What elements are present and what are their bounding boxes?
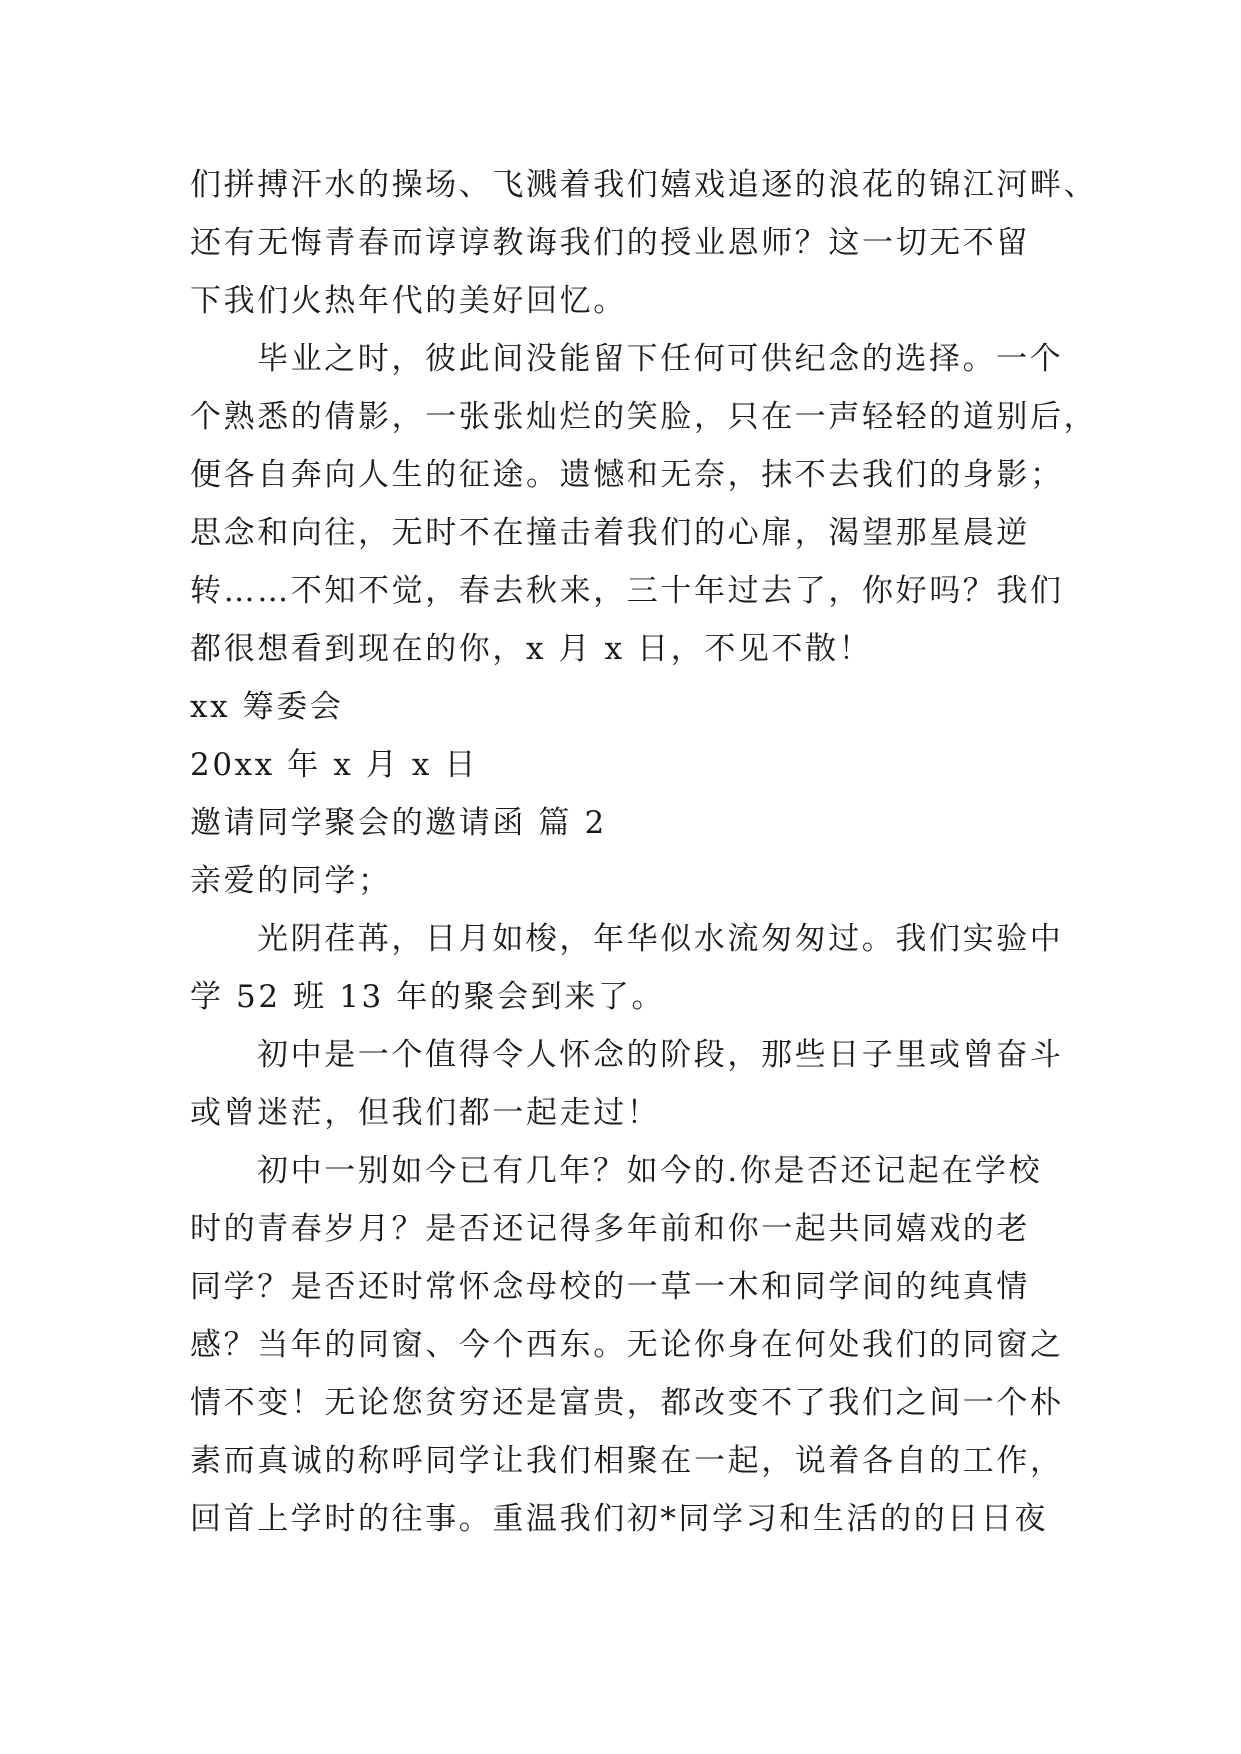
text-line: 或曾迷茫，但我们都一起走过！: [190, 1095, 661, 1131]
paragraph-start-line: 光阴荏苒，日月如梭，年华似水流匆匆过。我们实验中: [257, 921, 1064, 957]
text-line: 同学？是否还时常怀念母校的一草一木和同学间的纯真情: [190, 1269, 1030, 1305]
paragraph-start-line: 初中一别如今已有几年？如今的.你是否还记起在学校: [257, 1153, 1043, 1189]
text-line: 思念和向往，无时不在撞击着我们的心扉，渴望那星晨逆: [190, 515, 1030, 551]
paragraph-start-line: 初中是一个值得令人怀念的阶段，那些日子里或曾奋斗: [257, 1037, 1064, 1073]
text-line: 素而真诚的称呼同学让我们相聚在一起，说着各自的工作，: [190, 1443, 1064, 1479]
signature-committee: xx 筹委会: [190, 689, 344, 725]
text-line: 都很想看到现在的你，x 月 x 日，不见不散！: [190, 631, 873, 667]
signature-date: 20xx 年 x 月 x 日: [190, 747, 479, 783]
text-line: 感？当年的同窗、今个西东。无论你身在何处我们的同窗之: [190, 1327, 1064, 1363]
text-line: 时的青春岁月？是否还记得多年前和你一起共同嬉戏的老: [190, 1211, 1030, 1247]
text-line: 还有无悔青春而谆谆教诲我们的授业恩师？这一切无不留: [190, 225, 1030, 261]
text-line: 回首上学时的往事。重温我们初*同学习和生活的的日日夜: [190, 1501, 1049, 1537]
text-line: 们拼搏汗水的操场、飞溅着我们嬉戏追逐的浪花的锦江河畔、: [190, 167, 1098, 203]
text-line: 情不变！无论您贫穷还是富贵，都改变不了我们之间一个朴: [190, 1385, 1064, 1421]
text-line: 便各自奔向人生的征途。遗憾和无奈，抹不去我们的身影；: [190, 457, 1064, 493]
text-line: 转……不知不觉，春去秋来，三十年过去了，你好吗？我们: [190, 573, 1064, 609]
paragraph-start-line: 毕业之时，彼此间没能留下任何可供纪念的选择。一个: [257, 341, 1064, 377]
text-line: 个熟悉的倩影，一张张灿烂的笑脸，只在一声轻轻的道别后，: [190, 399, 1098, 435]
text-line: 学 52 班 13 年的聚会到来了。: [190, 979, 666, 1015]
salutation: 亲爱的同学；: [190, 863, 392, 899]
section-heading: 邀请同学聚会的邀请函 篇 2: [190, 805, 607, 841]
text-line: 下我们火热年代的美好回忆。: [190, 283, 627, 319]
